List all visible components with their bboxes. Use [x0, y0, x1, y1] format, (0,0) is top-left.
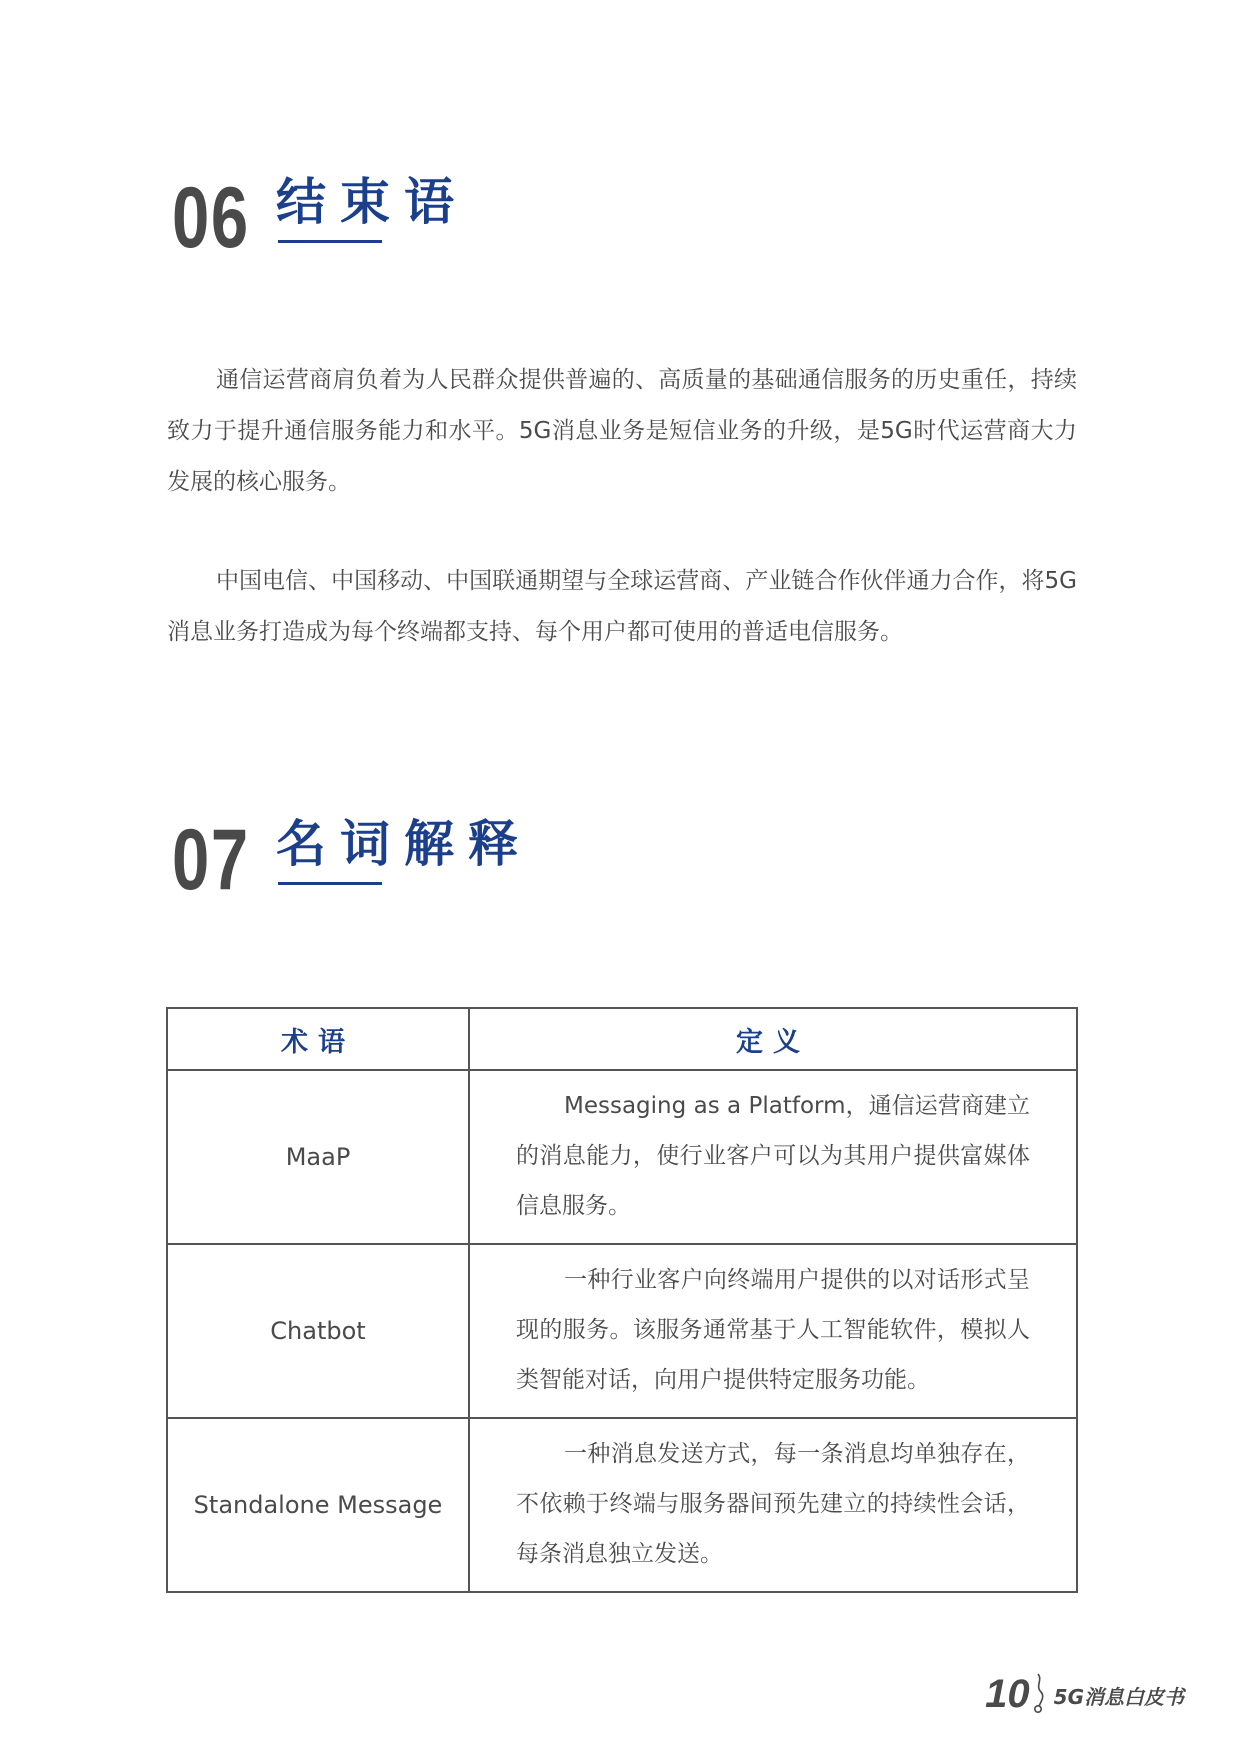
page-number: 10 [985, 1672, 1030, 1716]
definition-cell: Messaging as a Platform，通信运营商建立的消息能力，使行业客户可以为其用户提供富媒体信息服务。 [469, 1070, 1077, 1244]
title-underline [278, 882, 382, 885]
section-title: 名词解释 [276, 815, 532, 873]
definition-cell: 一种行业客户向终端用户提供的以对话形式呈现的服务。该服务通常基于人工智能软件，模拟人类智能对话，向用户提供特定服务功能。 [469, 1244, 1077, 1418]
conclusion-paragraph-2: 中国电信、中国移动、中国联通期望与全球运营商、产业链合作伙伴通力合作，将5G消息业务打造成为每个终端都支持、每个用户都可使用的普适电信服务。 [167, 568, 1077, 645]
section-number: 07 [172, 812, 250, 908]
term-column-header: 术语 [167, 1008, 469, 1070]
section-title: 结束语 [276, 173, 468, 231]
footer-doc-title: 5G消息白皮书 [1053, 1685, 1184, 1709]
term-cell: Standalone Message [167, 1418, 469, 1592]
table-row [167, 1418, 1077, 1592]
music-note-icon [1032, 1672, 1050, 1716]
term-cell: MaaP [167, 1070, 469, 1244]
glossary-table [166, 1007, 1078, 1593]
definition-column-header: 定义 [469, 1008, 1077, 1070]
table-header-row [167, 1008, 1077, 1070]
section-number: 06 [172, 170, 250, 266]
term-cell: Chatbot [167, 1244, 469, 1418]
page-footer [985, 1666, 1184, 1716]
title-underline [278, 240, 382, 243]
definition-cell: 一种消息发送方式，每一条消息均单独存在，不依赖于终端与服务器间预先建立的持续性会话，每条消息独立发送。 [469, 1418, 1077, 1592]
conclusion-paragraph-1: 通信运营商肩负着为人民群众提供普遍的、高质量的基础通信服务的历史重任，持续致力于提升通信服务能力和水平。5G消息业务是短信业务的升级，是5G时代运营商大力发展的核心服务。 [167, 367, 1077, 495]
table-row [167, 1244, 1077, 1418]
table-row [167, 1070, 1077, 1244]
